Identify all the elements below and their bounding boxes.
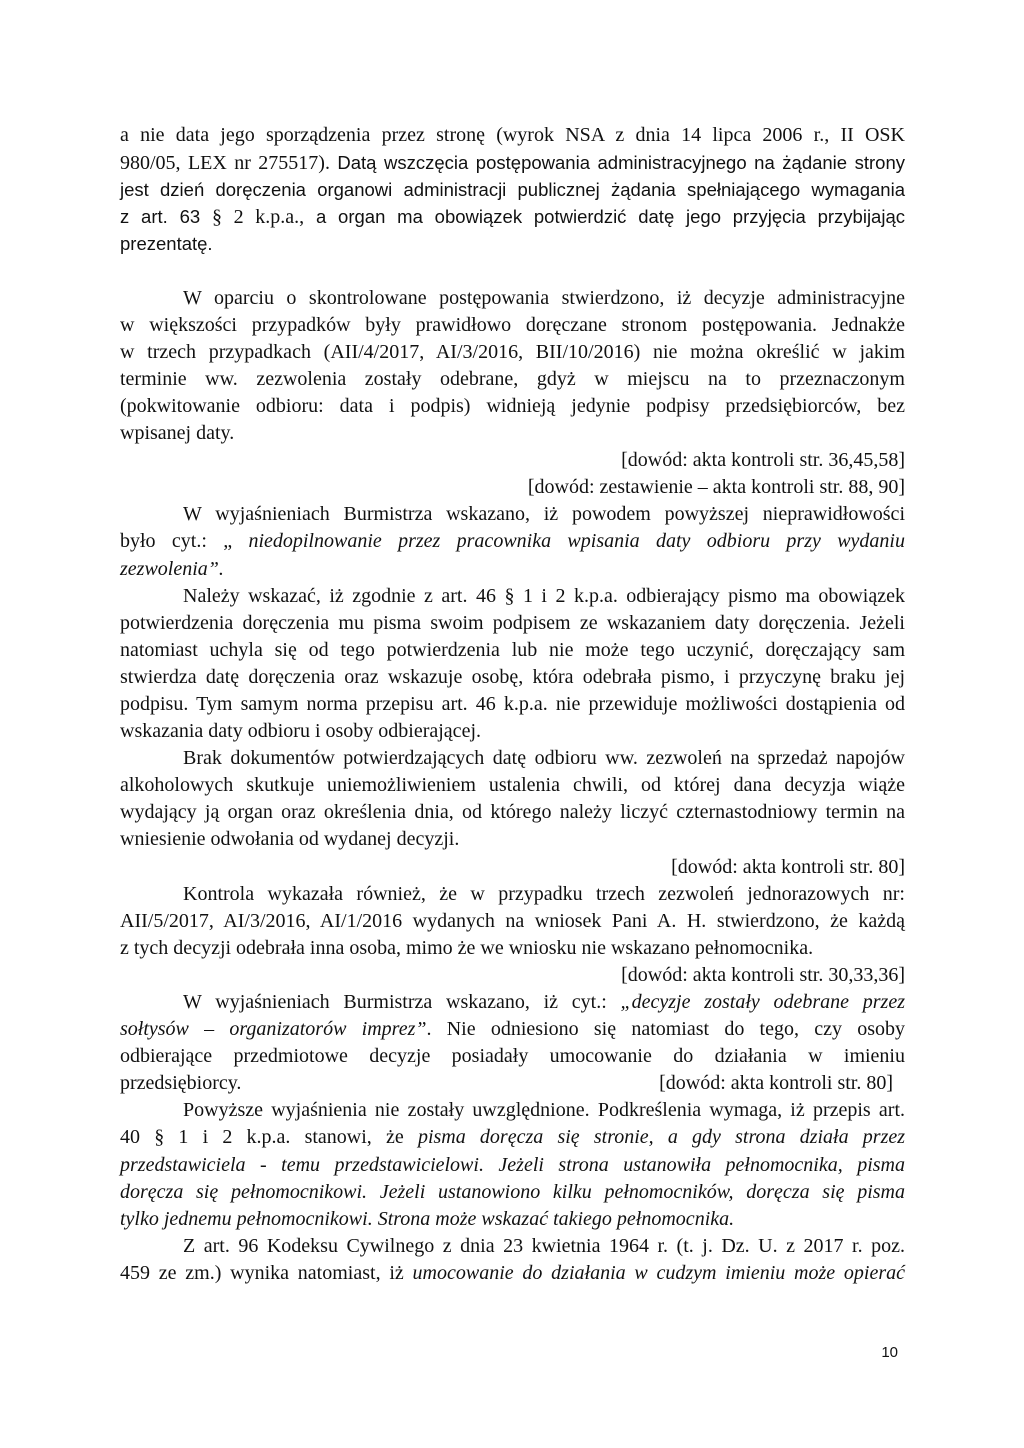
line-segment: W wyjaśnieniach Burmistrza wskazano, iż cyt.: bbox=[183, 991, 621, 1013]
line-segment: było cyt.: „ bbox=[120, 530, 249, 553]
line-segment: 40 § 1 i 2 k.p.a. stanowi, że bbox=[120, 1126, 418, 1149]
paragraph-gap bbox=[120, 257, 905, 284]
line-segment: przedsiębiorcy. bbox=[120, 1072, 242, 1095]
evidence-reference: [dowód: akta kontroli str. 80] bbox=[659, 1072, 893, 1095]
quoted-text: „decyzje zostały odebrane przez bbox=[620, 991, 905, 1013]
text-line: terminie ww. zezwolenia zostały odebrane, gdyż w miejscu na to przeznaczonym bbox=[120, 367, 905, 390]
evidence-reference: [dowód: akta kontroli str. 80] bbox=[671, 855, 905, 878]
text-line: Powyższe wyjaśnienia nie zostały uwzględnione. Podkreślenia wymaga, iż przepis art. bbox=[183, 1099, 905, 1122]
page-number: 10 bbox=[881, 1344, 898, 1361]
text-line bbox=[120, 1070, 905, 1097]
text-line bbox=[120, 149, 905, 176]
quoted-text: umocowanie do działania w cudzym imieniu może opierać bbox=[412, 1261, 905, 1284]
text-line: wpisanej daty. bbox=[120, 422, 235, 445]
text-line: jest dzień doręczenia organowi administracji publicznej żądania spełniającego wymagania bbox=[120, 179, 905, 201]
line-segment: § 2 k.p.a., bbox=[211, 206, 305, 229]
text-line: AII/5/2017, AI/3/2016, AI/1/2016 wydanych na wniosek Pani A. H. stwierdzono, że każdą bbox=[120, 909, 905, 932]
text-line bbox=[120, 1016, 905, 1043]
text-line: stwierdza datę doręczenia oraz wskazuje osobę, która odebrała pismo, i przyczynę braku jej bbox=[120, 665, 905, 688]
text-line: wniesienie odwołania od wydanej decyzji. bbox=[120, 828, 460, 851]
text-line: W wyjaśnieniach Burmistrza wskazano, iż powodem powyższej nieprawidłowości bbox=[183, 503, 905, 526]
line-segment: 459 ze zm.) wynika natomiast, iż bbox=[120, 1261, 413, 1284]
text-line: a nie data jego sporządzenia przez stronę (wyrok NSA z dnia 14 lipca 2006 r., II OSK bbox=[120, 124, 905, 146]
text-line bbox=[120, 1124, 905, 1151]
paragraph bbox=[120, 989, 905, 1097]
paragraph bbox=[120, 881, 905, 962]
text-line bbox=[120, 989, 905, 1016]
quoted-text: pisma doręcza się stronie, a gdy strona działa przez bbox=[417, 1126, 906, 1149]
text-line: alkoholowych skutkuje uniemożliwieniem ustalenia chwili, od której dana decyzja wiąże bbox=[120, 774, 905, 797]
page-body bbox=[120, 122, 905, 1287]
paragraph bbox=[120, 501, 905, 582]
line-segment: . Nie odniesiono się natomiast do tego, czy osoby bbox=[426, 1018, 905, 1041]
text-line: wydający ją organ oraz określenia dnia, od którego należy liczyć czternastodniowy termin na bbox=[120, 801, 905, 824]
text-line: wskazania daty odbioru i osoby odbierającej. bbox=[120, 720, 481, 743]
text-line: w większości przypadków były prawidłowo doręczane stronom postępowania. Jednakże bbox=[120, 313, 905, 336]
text-line: Kontrola wykazała również, że w przypadku trzech zezwoleń jednorazowych nr: bbox=[183, 882, 905, 905]
quoted-text: niedopilnowanie przez pracownika wpisania daty odbioru przy wydaniu bbox=[248, 530, 905, 553]
quoted-text: doręcza się pełnomocnikowi. Jeżeli ustanowiono kilku pełnomocników, doręcza się pisma bbox=[120, 1180, 905, 1203]
paragraph bbox=[120, 122, 905, 257]
text-line bbox=[120, 528, 905, 555]
paragraph bbox=[120, 1097, 905, 1232]
text-line: Z art. 96 Kodeksu Cywilnego z dnia 23 kwietnia 1964 r. (t. j. Dz. U. z 2017 r. poz. bbox=[183, 1234, 905, 1257]
text-line bbox=[120, 1260, 905, 1287]
evidence-reference: [dowód: zestawienie – akta kontroli str. 88, 90] bbox=[527, 476, 905, 499]
line-segment: 980/05, LEX nr 275517). bbox=[120, 152, 338, 175]
text-line: Należy wskazać, iż zgodnie z art. 46 § 1 i 2 k.p.a. odbierający pismo ma obowiązek bbox=[183, 584, 905, 607]
text-line: Brak dokumentów potwierdzających datę odbioru ww. zezwoleń na sprzedaż napojów bbox=[183, 747, 905, 770]
line-segment: Datą wszczęcia postępowania administracyjnego na żądanie strony bbox=[337, 152, 905, 174]
quoted-text: zezwolenia”. bbox=[120, 557, 224, 580]
text-line: potwierdzenia doręczenia mu pisma swoim podpisem ze wskazaniem daty doręczenia. Jeżeli bbox=[120, 611, 905, 634]
text-line: podpisu. Tym samym norma przepisu art. 46 k.p.a. nie przewiduje możliwości dostąpienia od bbox=[120, 692, 905, 715]
text-line: z tych decyzji odebrała inna osoba, mimo że we wniosku nie wskazano pełnomocnika. bbox=[120, 936, 814, 959]
evidence-reference: [dowód: akta kontroli str. 36,45,58] bbox=[621, 449, 905, 472]
quoted-text: sołtysów – organizatorów imprez” bbox=[120, 1018, 427, 1041]
quoted-text: przedstawiciela - temu przedstawicielowi. Jeżeli strona ustanowiła pełnomocnika, pisma bbox=[120, 1153, 905, 1176]
line-segment: a organ ma obowiązek potwierdzić datę jego przyjęcia przybijając bbox=[304, 206, 905, 228]
paragraph bbox=[120, 1233, 905, 1287]
paragraph bbox=[120, 583, 905, 746]
quoted-text: tylko jednemu pełnomocnikowi. Strona może wskazać takiego pełnomocnika. bbox=[120, 1207, 735, 1230]
evidence-reference: [dowód: akta kontroli str. 30,33,36] bbox=[621, 963, 905, 986]
paragraph bbox=[120, 285, 905, 448]
text-line: (pokwitowanie odbioru: data i podpis) widnieją jedynie podpisy przedsiębiorców, bez bbox=[120, 394, 905, 417]
paragraph bbox=[120, 745, 905, 853]
text-line: w trzech przypadkach (AII/4/2017, AI/3/2016, BII/10/2016) nie można określić w jakim bbox=[120, 340, 905, 363]
text-line: prezentatę. bbox=[120, 233, 213, 255]
text-line bbox=[120, 203, 905, 230]
line-segment: z art. 63 bbox=[120, 206, 212, 228]
text-line: natomiast uchyla się od tego potwierdzenia lub nie może tego uczynić, doręczający sam bbox=[120, 638, 905, 661]
text-line: odbierające przedmiotowe decyzje posiadały umocowanie do działania w imieniu bbox=[120, 1045, 905, 1068]
text-line: W oparciu o skontrolowane postępowania stwierdzono, iż decyzje administracyjne bbox=[183, 286, 905, 309]
